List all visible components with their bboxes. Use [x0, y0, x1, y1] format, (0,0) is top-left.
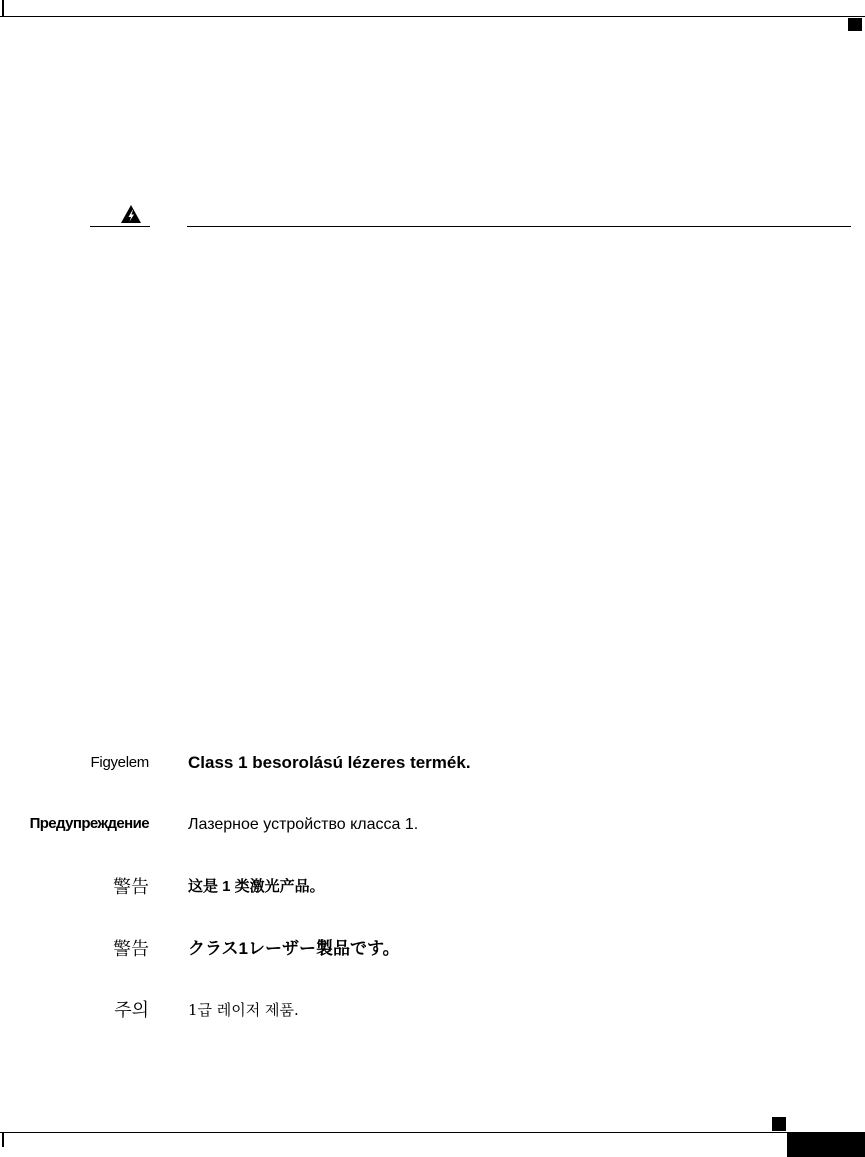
warning-label-hungarian: Figyelem	[90, 754, 149, 771]
warning-rule	[187, 226, 851, 227]
warning-label-chinese: 警告	[113, 877, 149, 897]
warning-icon-underline	[90, 226, 150, 227]
warning-text-korean: 1급 레이저 제품.	[188, 1001, 299, 1019]
header-rule	[0, 16, 865, 17]
warning-text-russian: Лазерное устройство класса 1.	[188, 816, 419, 833]
warning-label-korean: 주의	[114, 1000, 149, 1020]
crop-mark-top-left	[2, 0, 4, 17]
footer-rule	[0, 1132, 865, 1133]
warning-icon	[120, 204, 142, 224]
warning-text-hungarian: Class 1 besorolású lézeres termék.	[188, 753, 471, 772]
header-marker-square	[848, 18, 862, 31]
warning-label-japanese: 警告	[113, 939, 149, 959]
page-number-tab	[787, 1133, 865, 1157]
warning-text-chinese: 这是 1 类激光产品。	[188, 878, 325, 895]
footer-marker-square	[772, 1117, 786, 1131]
warning-text-japanese: クラス1レーザー製品です。	[188, 939, 400, 958]
warning-label-russian: Предупреждение	[29, 815, 149, 832]
crop-mark-bottom-left	[2, 1133, 4, 1147]
